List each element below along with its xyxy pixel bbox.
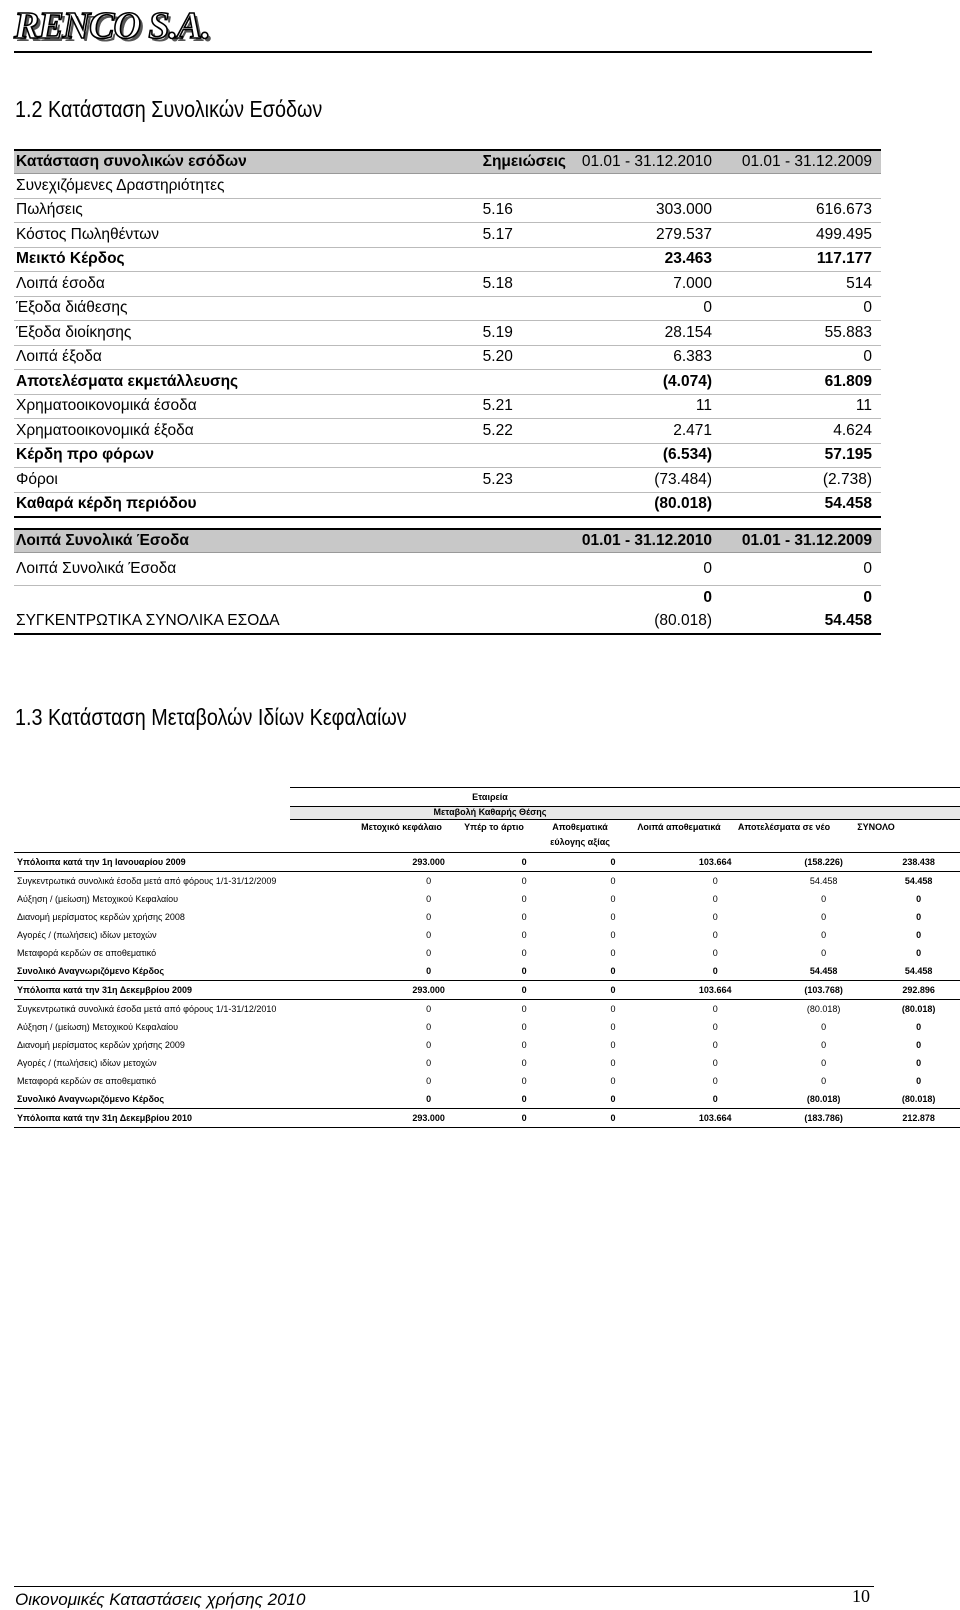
equity-cell: 0 (521, 930, 527, 940)
equity-row-label: Μεταφορά κερδών σε αποθεματικό (17, 948, 157, 958)
equity-cell: 0 (821, 930, 827, 940)
income-cell-v2010: (4.074) (566, 370, 720, 395)
equity-cell: 0 (521, 1040, 527, 1050)
equity-cell: 0 (610, 912, 616, 922)
equity-cell: 0 (821, 948, 827, 958)
equity-cell: 0 (565, 981, 660, 1000)
equity-cell: 0 (521, 1022, 527, 1032)
oci-row-2010: 0 (566, 553, 720, 586)
income-row (14, 247, 881, 272)
equity-cell: 54.458 (877, 962, 960, 981)
equity-row-label: Συνολικό Αναγνωριζόμενο Κέρδος (14, 962, 374, 981)
equity-cell: 0 (565, 1109, 660, 1128)
income-cell-label: Πωλήσεις (14, 198, 483, 223)
income-cell-label: Κέρδη προ φόρων (14, 443, 483, 468)
equity-row (14, 853, 960, 872)
footer-rule (14, 1586, 874, 1587)
income-cell-v2010: 2.471 (566, 419, 720, 444)
equity-cell: 0 (610, 930, 616, 940)
oci-header-row (14, 529, 881, 553)
equity-cell: 0 (521, 1058, 527, 1068)
equity-cell: 54.458 (809, 876, 838, 886)
equity-column-header: Υπέρ το άρτιο (464, 822, 524, 832)
equity-cell: 0 (821, 1022, 827, 1032)
income-cell-v2009: 57.195 (720, 443, 881, 468)
equity-row-label: Συγκεντρωτικά συνολικά έσοδα μετά από φόρους 1/1-31/12/2010 (17, 1004, 277, 1014)
equity-cell: 0 (660, 1090, 769, 1109)
equity-row (14, 981, 960, 1000)
income-cell-v2010: 7.000 (566, 272, 720, 297)
equity-cell: 0 (483, 853, 566, 872)
equity-cell: 0 (610, 948, 616, 958)
income-cell-note: 5.18 (483, 272, 566, 297)
equity-cell: 0 (916, 1040, 922, 1050)
income-cell-note: 5.20 (483, 345, 566, 370)
equity-cell: 0 (521, 876, 527, 886)
equity-cell: 0 (916, 1058, 922, 1068)
equity-cell: 0 (483, 1109, 566, 1128)
equity-cell: 0 (483, 1090, 566, 1109)
equity-cell: 0 (712, 948, 718, 958)
equity-row-label: Αύξηση / (μείωση) Μετοχικού Κεφαλαίου (17, 1022, 179, 1032)
equity-cell: 0 (916, 1076, 922, 1086)
equity-cell: 0 (916, 948, 922, 958)
income-cell-v2009: 514 (720, 272, 881, 297)
income-row (14, 468, 881, 493)
income-cell-v2009: 0 (720, 296, 881, 321)
income-cell-v2009: 0 (720, 345, 881, 370)
equity-row (14, 1018, 960, 1036)
equity-row (14, 1072, 960, 1090)
income-cell-v2009: 61.809 (720, 370, 881, 395)
income-cell-v2009: (2.738) (720, 468, 881, 493)
equity-cell: (103.768) (770, 981, 877, 1000)
equity-cell: 0 (426, 894, 432, 904)
equity-row-label: Αύξηση / (μείωση) Μετοχικού Κεφαλαίου (17, 894, 179, 904)
equity-cell: 0 (610, 1022, 616, 1032)
equity-cell: 0 (916, 894, 922, 904)
income-cell-note: 5.22 (483, 419, 566, 444)
income-cell-note: 5.23 (483, 468, 566, 493)
equity-cell: (80.018) (877, 1090, 960, 1109)
oci-header-2009: 01.01 - 31.12.2009 (720, 529, 881, 553)
equity-cell: 293.000 (374, 853, 482, 872)
company-logo: RENCO S.A. (14, 5, 210, 47)
equity-row-label: Υπόλοιπα κατά την 31η Δεκεμβρίου 2009 (14, 981, 374, 1000)
equity-row (14, 944, 960, 962)
equity-column-header: ΣΥΝΟΛΟ (857, 822, 895, 832)
equity-cell: 293.000 (374, 981, 482, 1000)
equity-row (14, 890, 960, 908)
equity-group-header: Μεταβολή Καθαρής Θέσης (433, 807, 547, 817)
equity-row (14, 962, 960, 981)
equity-cell: 0 (712, 876, 718, 886)
income-cell-note (483, 370, 566, 395)
oci-total-row (14, 610, 881, 635)
oci-total-2009: 54.458 (720, 610, 881, 635)
equity-column-headers (14, 820, 960, 850)
equity-column-header: Αποθεματικά εύλογης αξίας (550, 822, 610, 847)
equity-row (14, 872, 960, 891)
equity-cell: 103.664 (660, 981, 769, 1000)
income-cell-label: Αποτελέσματα εκμετάλλευσης (14, 370, 483, 395)
equity-row-label: Συγκεντρωτικά συνολικά έσοδα μετά από φόρους 1/1-31/12/2009 (17, 876, 277, 886)
equity-cell: (80.018) (770, 1090, 877, 1109)
equity-cell: 0 (821, 1058, 827, 1068)
income-cell-note (483, 174, 566, 199)
income-cell-v2009: 499.495 (720, 223, 881, 248)
income-cell-label: Φόροι (14, 468, 483, 493)
income-cell-label: Έξοδα διοίκησης (14, 321, 483, 346)
income-header-2009: 01.01 - 31.12.2009 (720, 150, 881, 174)
section-title-equity: 1.3 Κατάσταση Μεταβολών Ιδίων Κεφαλαίων (15, 704, 407, 730)
income-cell-label: Συνεχιζόμενες Δραστηριότητες (14, 174, 483, 199)
oci-subtotal-2009: 0 (863, 588, 872, 606)
income-row (14, 443, 881, 468)
equity-cell: 0 (521, 1004, 527, 1014)
equity-cell: 0 (916, 930, 922, 940)
equity-cell: 0 (483, 962, 566, 981)
income-cell-v2009: 616.673 (720, 198, 881, 223)
equity-cell: 0 (916, 912, 922, 922)
equity-row (14, 1090, 960, 1109)
equity-row-label: Υπόλοιπα κατά την 1η Ιανουαρίου 2009 (14, 853, 374, 872)
equity-row (14, 1036, 960, 1054)
income-cell-v2010: (73.484) (566, 468, 720, 493)
equity-cell: 0 (610, 1040, 616, 1050)
equity-cell: 0 (426, 948, 432, 958)
oci-subtotal-2010: 0 (703, 588, 712, 606)
income-cell-note (483, 443, 566, 468)
equity-row (14, 1109, 960, 1128)
equity-cell: 0 (426, 1040, 432, 1050)
income-cell-label: Λοιπά έσοδα (14, 272, 483, 297)
header-rule (14, 51, 872, 53)
oci-total-label: ΣΥΓΚΕΝΤΡΩΤΙΚΑ ΣΥΝΟΛΙΚΑ ΕΣΟΔΑ (14, 610, 506, 635)
equity-cell: 0 (374, 962, 482, 981)
income-cell-v2010: 0 (566, 296, 720, 321)
equity-table (14, 853, 960, 1128)
equity-cell: 0 (712, 912, 718, 922)
equity-cell: 212.878 (877, 1109, 960, 1128)
income-row (14, 492, 881, 517)
income-cell-v2009: 11 (720, 394, 881, 419)
equity-cell: 0 (565, 1090, 660, 1109)
equity-column-header: Αποτελέσματα σε νέο (737, 822, 831, 832)
income-statement-table (14, 149, 881, 518)
equity-cell: 0 (426, 1076, 432, 1086)
equity-cell: 0 (821, 1076, 827, 1086)
income-row (14, 296, 881, 321)
equity-cell: 0 (426, 876, 432, 886)
equity-cell: 293.000 (374, 1109, 482, 1128)
equity-row (14, 1000, 960, 1019)
income-cell-v2009: 4.624 (720, 419, 881, 444)
income-cell-note (483, 492, 566, 517)
equity-cell: 0 (712, 1058, 718, 1068)
income-cell-v2010: 11 (566, 394, 720, 419)
income-row (14, 272, 881, 297)
equity-cell: 0 (483, 981, 566, 1000)
equity-cell: 238.438 (877, 853, 960, 872)
equity-cell: 103.664 (660, 1109, 769, 1128)
income-header-row (14, 150, 881, 174)
equity-cell: 0 (821, 912, 827, 922)
equity-cell: 292.896 (877, 981, 960, 1000)
equity-cell: 0 (426, 930, 432, 940)
oci-row-2009: 0 (720, 553, 881, 586)
footer-title: Οικονομικές Καταστάσεις χρήσης 2010 (15, 1590, 306, 1609)
equity-row (14, 908, 960, 926)
equity-row-label: Συνολικό Αναγνωριζόμενο Κέρδος (14, 1090, 374, 1109)
equity-cell: (158.226) (770, 853, 877, 872)
income-cell-label: Λοιπά έξοδα (14, 345, 483, 370)
oci-total-2010: (80.018) (566, 610, 720, 635)
income-header-2010: 01.01 - 31.12.2010 (566, 150, 720, 174)
equity-cell: 0 (521, 912, 527, 922)
income-row (14, 419, 881, 444)
oci-header-label: Λοιπά Συνολικά Έσοδα (14, 529, 506, 553)
income-cell-v2009 (720, 174, 881, 199)
income-cell-v2010: 279.537 (566, 223, 720, 248)
equity-company-label: Εταιρεία (472, 792, 508, 802)
equity-cell: 0 (521, 894, 527, 904)
income-cell-label: Καθαρά κέρδη περιόδου (14, 492, 483, 517)
income-cell-note (483, 296, 566, 321)
page-number: 10 (852, 1586, 870, 1606)
oci-header-2010: 01.01 - 31.12.2010 (566, 529, 720, 553)
income-cell-label: Χρηματοοικονομικά έξοδα (14, 419, 483, 444)
income-cell-v2009: 55.883 (720, 321, 881, 346)
income-cell-v2010: 28.154 (566, 321, 720, 346)
equity-cell: 0 (660, 962, 769, 981)
income-row (14, 198, 881, 223)
income-cell-v2010 (566, 174, 720, 199)
equity-column-header: Μετοχικό κεφάλαιο (361, 822, 442, 832)
equity-cell: 0 (712, 1040, 718, 1050)
equity-cell: 0 (821, 1040, 827, 1050)
income-header-notes: Σημειώσεις (483, 150, 566, 174)
income-row (14, 223, 881, 248)
income-cell-note: 5.16 (483, 198, 566, 223)
equity-cell: 0 (426, 912, 432, 922)
income-cell-label: Μεικτό Κέρδος (14, 247, 483, 272)
income-cell-note: 5.21 (483, 394, 566, 419)
equity-cell: (80.018) (806, 1004, 841, 1014)
income-cell-v2010: 303.000 (566, 198, 720, 223)
equity-cell: 54.458 (770, 962, 877, 981)
equity-cell: 0 (521, 1076, 527, 1086)
equity-cell: 103.664 (660, 853, 769, 872)
equity-cell: 0 (565, 853, 660, 872)
income-row (14, 394, 881, 419)
equity-row-label: Υπόλοιπα κατά την 31η Δεκεμβρίου 2010 (14, 1109, 374, 1128)
income-cell-note: 5.17 (483, 223, 566, 248)
equity-cell: 0 (821, 894, 827, 904)
equity-cell: 0 (610, 876, 616, 886)
equity-column-header: Λοιπά αποθεματικά (637, 822, 721, 832)
income-cell-label: Χρηματοοικονομικά έσοδα (14, 394, 483, 419)
income-cell-label: Έξοδα διάθεσης (14, 296, 483, 321)
equity-cell: 0 (521, 948, 527, 958)
income-row (14, 321, 881, 346)
equity-cell: 0 (610, 1076, 616, 1086)
equity-cell: 0 (712, 1076, 718, 1086)
income-row (14, 370, 881, 395)
income-header-label: Κατάσταση συνολικών εσόδων (14, 150, 483, 174)
equity-cell: 0 (426, 1022, 432, 1032)
oci-table (14, 528, 881, 635)
equity-row (14, 1054, 960, 1072)
equity-cell: (183.786) (770, 1109, 877, 1128)
equity-row-label: Μεταφορά κερδών σε αποθεματικό (17, 1076, 157, 1086)
income-row (14, 174, 881, 199)
equity-cell: 0 (610, 1004, 616, 1014)
oci-subtotal-row (14, 586, 881, 610)
equity-row (14, 926, 960, 944)
equity-cell: 0 (426, 1058, 432, 1068)
equity-cell: 0 (712, 930, 718, 940)
income-cell-v2010: 6.383 (566, 345, 720, 370)
oci-row-label: Λοιπά Συνολικά Έσοδα (14, 553, 506, 586)
equity-row-label: Διανομή μερίσματος κερδών χρήσης 2009 (17, 1040, 185, 1050)
section-title-income: 1.2 Κατάσταση Συνολικών Εσόδων (15, 96, 323, 122)
income-cell-v2010: (6.534) (566, 443, 720, 468)
equity-cell: (80.018) (901, 1004, 936, 1014)
equity-cell: 0 (712, 1004, 718, 1014)
income-row (14, 345, 881, 370)
income-cell-note: 5.19 (483, 321, 566, 346)
equity-cell: 0 (426, 1004, 432, 1014)
equity-cell: 0 (374, 1090, 482, 1109)
equity-row-label: Αγορές / (πωλήσεις) ιδίων μετοχών (17, 1058, 157, 1068)
equity-row-label: Αγορές / (πωλήσεις) ιδίων μετοχών (17, 930, 157, 940)
equity-top-rule (290, 787, 960, 788)
income-cell-note (483, 247, 566, 272)
income-cell-label: Κόστος Πωληθέντων (14, 223, 483, 248)
oci-row (14, 553, 881, 586)
equity-row-label: Διανομή μερίσματος κερδών χρήσης 2008 (17, 912, 185, 922)
equity-cell: 0 (610, 1058, 616, 1068)
equity-cell: 0 (916, 1022, 922, 1032)
equity-cell: 54.458 (904, 876, 933, 886)
income-cell-v2010: (80.018) (566, 492, 720, 517)
income-cell-v2009: 54.458 (720, 492, 881, 517)
equity-cell: 0 (712, 894, 718, 904)
equity-cell: 0 (565, 962, 660, 981)
income-cell-v2009: 117.177 (720, 247, 881, 272)
equity-cell: 0 (610, 894, 616, 904)
income-cell-v2010: 23.463 (566, 247, 720, 272)
equity-cell: 0 (712, 1022, 718, 1032)
